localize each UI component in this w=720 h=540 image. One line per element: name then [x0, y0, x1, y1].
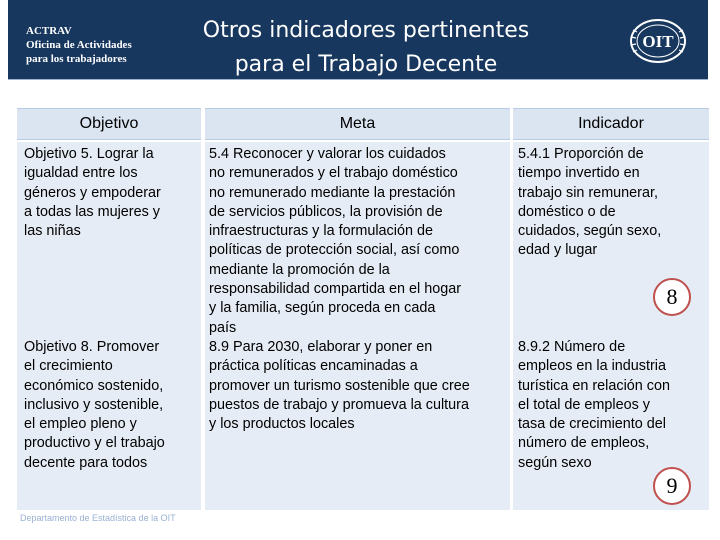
title-line: para el Trabajo Decente — [234, 52, 498, 77]
svg-text:OIT: OIT — [642, 32, 674, 51]
ilo-logo-icon — [628, 18, 688, 64]
title-line: Otros indicadores pertinentes — [202, 18, 530, 43]
footer-credit: Departamento de Estadística de la OIT — [20, 513, 176, 523]
org-line: Oficina de Actividades — [26, 39, 132, 51]
objetivo-text: Objetivo 5. Lograr la igualdad entre los géneros y empoderar a todas las mujeres y las niñas — [24, 146, 161, 240]
org-name — [26, 24, 132, 66]
indicador-text: 8.9.2 Número de empleos en la industria turística en relación con el total de empleos y tasa de crecimiento del número de empleos, según sexo — [518, 339, 670, 471]
meta-text: 8.9 Para 2030, elaborar y poner en práctica políticas encaminadas a promover un turismo sostenible que cree puestos de trabajo y promueva la cultura y los productos locales — [209, 339, 470, 433]
meta-text: 5.4 Reconocer y valorar los cuidados no remunerados y el trabajo doméstico no remunerado mediante la prestación de servicios públicos, la provisión de infraestructuras y la formulación de políticas de protección social, así como mediante la promoción de la responsabilidad compartida en el hogar y la familia, según proceda en cada país — [209, 146, 461, 336]
goal-badge: 9 — [653, 467, 691, 505]
column-header: Indicador — [513, 108, 709, 140]
objetivo-text: Objetivo 8. Promover el crecimiento económico sostenido, inclusivo y sostenible, el empleo pleno y productivo y el trabajo decente para todos — [24, 339, 165, 471]
header-banner — [8, 0, 708, 80]
org-line: para los trabajadores — [26, 53, 127, 65]
goal-badge: 8 — [653, 278, 691, 316]
slide-title — [183, 14, 549, 82]
column-header: Meta — [205, 108, 510, 140]
column-header: Objetivo — [17, 108, 201, 140]
indicador-text: 5.4.1 Proporción de tiempo invertido en trabajo sin remunerar, doméstico o de cuidados, según sexo, edad y lugar — [518, 146, 662, 259]
org-line: ACTRAV — [26, 25, 72, 37]
